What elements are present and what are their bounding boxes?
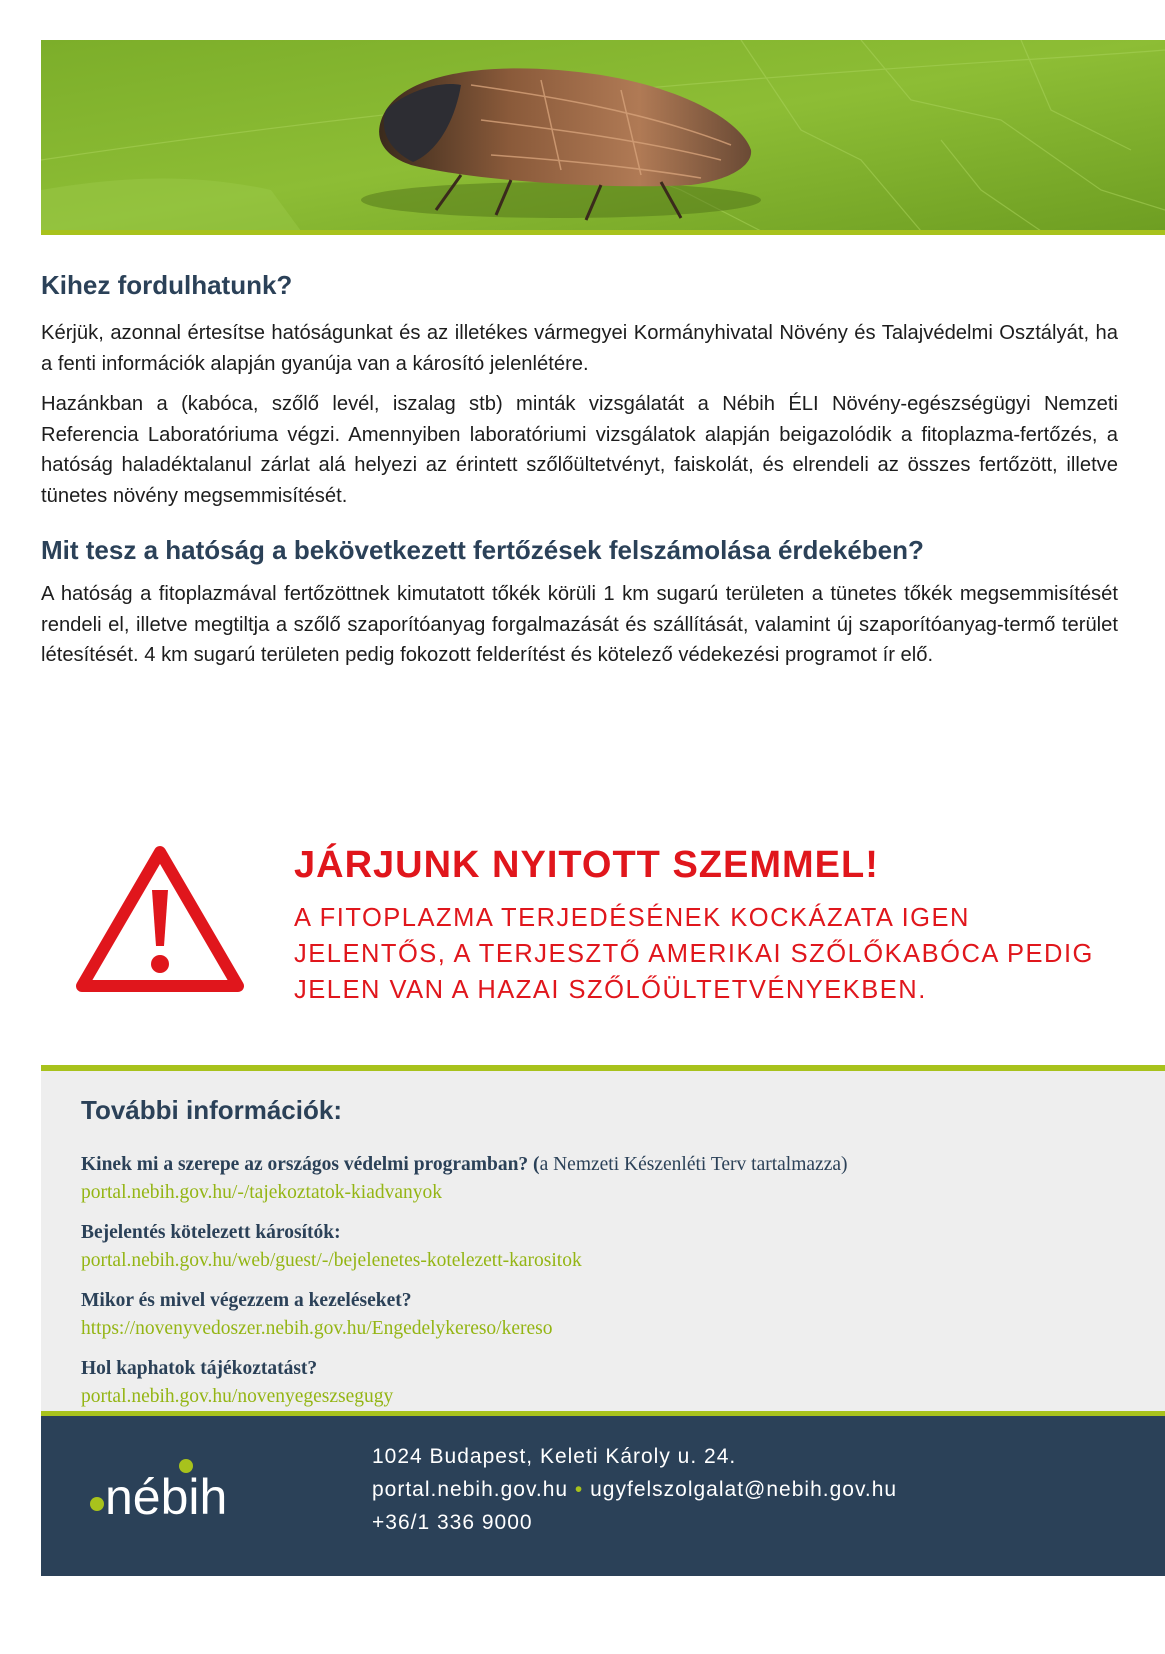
section1-title: Kihez fordulhatunk? [41,270,293,300]
info-item [81,1355,1141,1411]
section2-title: Mit tesz a hatóság a bekövetkezett fertőzések felszámolása érdekében? [41,535,924,565]
alert-block [74,842,1124,1022]
hero-photo [41,40,1165,231]
main-content [41,268,1118,671]
info-title: További információk: [81,1095,342,1125]
alert-line-1: A FITOPLAZMA TERJEDÉSÉNEK KOCKÁZATA IGEN [294,904,970,932]
section1-paragraph2: Hazánkban a (kabóca, szőlő levél, iszalag stb) minták vizsgálatát a Nébih ÉLI Növény-egészségügyi Nemzeti Referencia Laboratóriuma végzi. Amennyiben laboratóriumi vizsgálatok alapján beigazolódik a fitoplazma-fertőzés, a hatóság haladéktalanul zárlat alá helyezi az érintett szőlőültetvényt, faiskolát, és elrendeli az összes fertőzött, illetve tünetes növény megsemmisítését. [41,393,1118,507]
alert-title: JÁRJUNK NYITOTT SZEMMEL! [294,844,879,886]
section2-paragraph: A hatóság a fitoplazmával fertőzöttnek kimutatott tőkék körüli 1 km sugarú területen a tünetes tőkék megsemmisítését rendeli el, illetve megtiltja a szőlő szaporítóanyag forgalmazását és szállítását, valamint új szaporítóanyag-termő terület létesítését. 4 km sugarú területen pedig fokozott felderítést és kötelező védekezési programot ír elő. [41,583,1118,666]
logo-text: nébih [105,1469,228,1525]
separator-dot: • [574,1478,584,1501]
section1-paragraph1: Kérjük, azonnal értesítse hatóságunkat és az illetékes vármegyei Kormányhivatal Növény és Talajvédelmi Osztályát, ha a fenti információk alapján gyanúja van a károsító jelenlétére. [41,322,1118,375]
info-item [81,1151,1141,1207]
website-link[interactable]: portal.nebih.gov.hu [372,1478,569,1501]
email-link[interactable]: ugyfelszolgalat@nebih.gov.hu [590,1478,898,1501]
phone: +36/1 336 9000 [372,1511,533,1534]
info-link[interactable]: https://novenyvedoszer.nebih.gov.hu/Engedelykereso/kereso [81,1318,553,1339]
info-link[interactable]: portal.nebih.gov.hu/web/guest/-/bejelenetes-kotelezett-karositok [81,1250,582,1271]
info-question: Hol kaphatok tájékoztatást? [81,1358,318,1379]
info-item [81,1287,1141,1343]
alert-text [294,900,1114,1008]
hero-divider [41,230,1165,235]
web-email-line [372,1473,897,1506]
info-item [81,1219,1141,1275]
info-question: Mikor és mivel végezzem a kezeléseket? [81,1290,412,1311]
info-link[interactable]: portal.nebih.gov.hu/-/tajekoztatok-kiadvanyok [81,1182,443,1203]
footer [41,1416,1165,1576]
nebih-logo [85,1456,255,1531]
info-note: a Nemzeti Készenléti Terv tartalmazza) [539,1154,848,1175]
info-question: Kinek mi a szerepe az országos védelmi programban? (a Nemzeti Készenléti Terv tartalmazza) [81,1154,848,1175]
warning-triangle-icon [74,842,246,999]
info-question: Bejelentés kötelezett károsítók: [81,1222,341,1243]
address: 1024 Budapest, Keleti Károly u. 24. [372,1445,737,1468]
alert-line-2: JELENTŐS, A TERJESZTŐ AMERIKAI SZŐLŐKABÓCA PEDIG [294,940,1094,968]
info-link[interactable]: portal.nebih.gov.hu/novenyegeszsegugy [81,1386,394,1407]
alert-line-3: JELEN VAN A HAZAI SZŐLŐÜLTETVÉNYEKBEN. [294,976,927,1004]
further-info-box [41,1065,1165,1411]
contact-info [372,1440,897,1539]
